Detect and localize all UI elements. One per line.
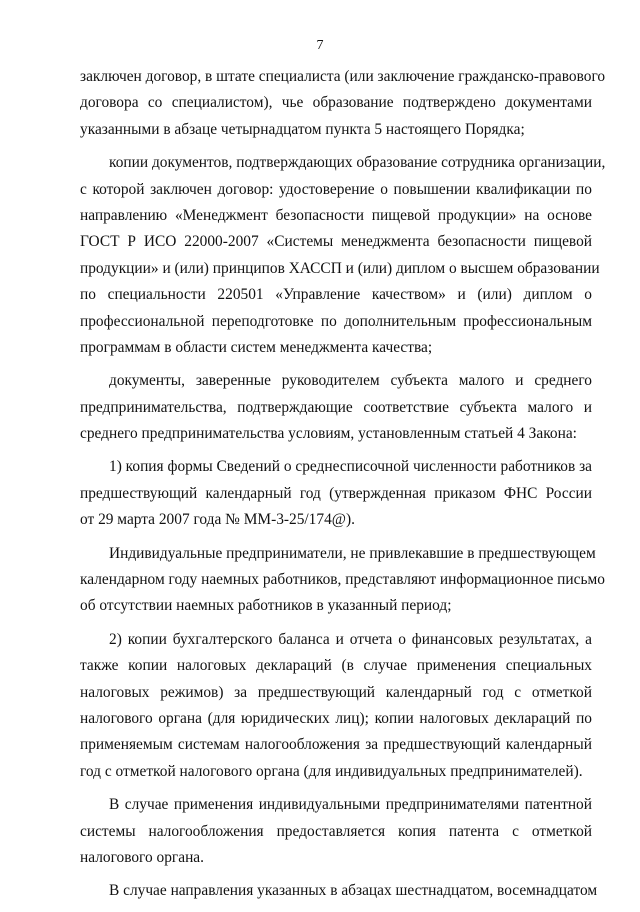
text-line: В случае применения индивидуальными предпринимателями патентной — [109, 796, 592, 814]
paragraph-specialist-contract — [80, 64, 606, 143]
text-line: налогового органа. — [80, 848, 204, 866]
paragraph-item-1 — [80, 454, 592, 533]
text-line: предпринимательства, подтверждающие соответствие субъекта малого и — [80, 398, 592, 416]
text-line: налогового органа (для юридических лиц); копии налоговых деклараций по — [80, 709, 592, 727]
text-line: указанными в абзаце четырнадцатом пункта 5 настоящего Порядка; — [80, 120, 525, 138]
text-line: с которой заключен договор: удостоверение о повышении квалификации по — [80, 180, 592, 198]
paragraph-submission-case — [80, 878, 598, 904]
text-line: применяемым системам налогообложения за предшествующий календарный — [80, 736, 592, 754]
text-line: продукции» и (или) принципов ХАССП и (или) диплом о высшем образовании — [80, 259, 600, 277]
text-line: год с отметкой налогового органа (для индивидуальных предпринимателей). — [80, 762, 583, 780]
paragraph-item-2 — [80, 627, 592, 785]
page-number: 7 — [316, 38, 324, 53]
text-line: копии документов, подтверждающих образование сотрудника организации, — [109, 154, 606, 172]
text-line: предшествующий календарный год (утвержденная приказом ФНС России — [80, 484, 592, 502]
text-line: также копии налоговых деклараций (в случае применения специальных — [80, 657, 592, 675]
paragraph-sme-documents — [80, 368, 592, 447]
text-line: календарном году наемных работников, представляют информационное письмо — [80, 571, 605, 589]
text-line: ГОСТ Р ИСО 22000-2007 «Системы менеджмента безопасности пищевой — [80, 233, 592, 251]
text-line: среднего предпринимательства условиям, установленным статьей 4 Закона: — [80, 425, 577, 443]
paragraph-education-documents — [80, 150, 606, 361]
text-line: от 29 марта 2007 года № ММ-3-25/174@). — [80, 511, 355, 529]
text-line: договора со специалистом), чье образование подтверждено документами — [80, 94, 592, 112]
text-line: 1) копия формы Сведений о среднесписочной численности работников за — [109, 458, 592, 476]
text-line: программам в области систем менеджмента качества; — [80, 338, 433, 356]
text-line: по специальности 220501 «Управление качеством» и (или) диплом о — [80, 286, 592, 304]
text-line: налоговых режимов) за предшествующий календарный год с отметкой — [80, 683, 592, 701]
paragraph-individual-entrepreneurs — [80, 541, 605, 620]
text-line: системы налогообложения предоставляется копия патента с отметкой — [80, 822, 592, 840]
text-line: В случае направления указанных в абзацах шестнадцатом, восемнадцатом — [109, 882, 598, 900]
document-body — [80, 64, 606, 912]
text-line: об отсутствии наемных работников в указанный период; — [80, 597, 452, 615]
text-line: заключен договор, в штате специалиста (или заключение гражданско-правового — [80, 68, 606, 85]
text-line: 2) копии бухгалтерского баланса и отчета о финансовых результатах, а — [109, 630, 592, 648]
text-line: Индивидуальные предприниматели, не привлекавшие в предшествующем — [109, 544, 596, 562]
paragraph-patent-system — [80, 792, 592, 871]
text-line: профессиональной переподготовке по дополнительным профессиональным — [80, 312, 592, 330]
text-line: направлению «Менеджмент безопасности пищевой продукции» на основе — [80, 206, 592, 224]
text-line: документы, заверенные руководителем субъекта малого и среднего — [109, 372, 592, 390]
